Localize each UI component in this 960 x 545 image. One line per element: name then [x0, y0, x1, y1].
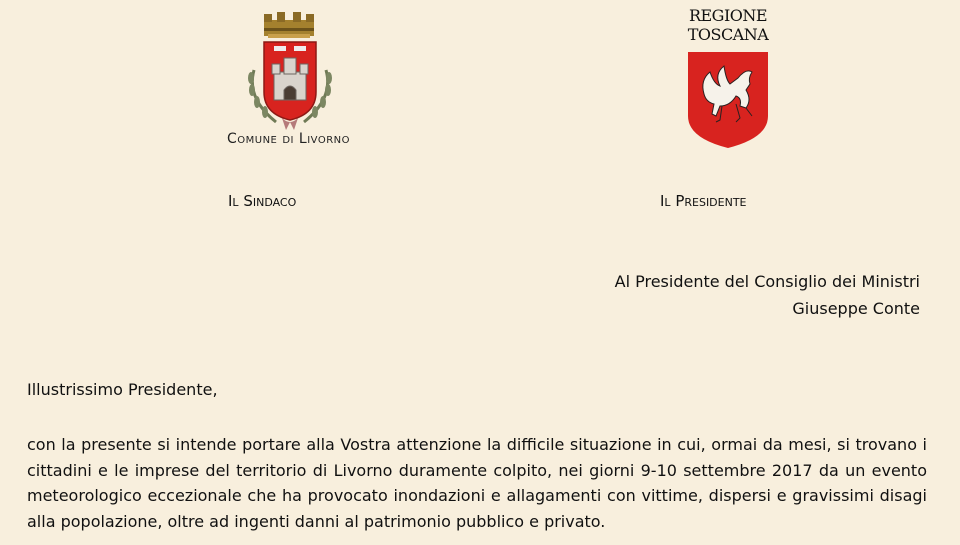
letter-paragraph: con la presente si intende portare alla Vostra attenzione la difficile situazione in cui, ormai da mesi, si trovano i cittadini e le imprese del territorio di Livorno duramente colpito, nei giorni 9-10 settembre 2017 da un evento meteorologico eccezionale che ha provocato inondazioni e allagamenti con vittime, dispersi e gravissimi disagi alla popolazione, oltre ad ingenti danni al patrimonio pubblico e privato.: [27, 435, 927, 531]
regione-toscana-title: [678, 6, 778, 44]
recipient-name: Giuseppe Conte: [792, 299, 920, 318]
salutation: Illustrissimo Presidente,: [27, 380, 218, 399]
livorno-coat-of-arms: [240, 10, 340, 132]
mural-crown-icon: [264, 12, 314, 38]
regione-toscana-shield: [686, 50, 770, 150]
castle-icon: [272, 58, 308, 100]
regione-label: REGIONE: [688, 6, 768, 25]
toscana-label: TOSCANA: [687, 25, 769, 44]
recipient-title: Al Presidente del Consiglio dei Ministri: [614, 272, 920, 291]
comune-di-livorno-title: Comune di Livorno: [226, 131, 351, 147]
presidente-role-label: Il Presidente: [660, 192, 747, 210]
recipient-block: [615, 268, 920, 322]
sindaco-role-label: Il Sindaco: [228, 192, 297, 210]
